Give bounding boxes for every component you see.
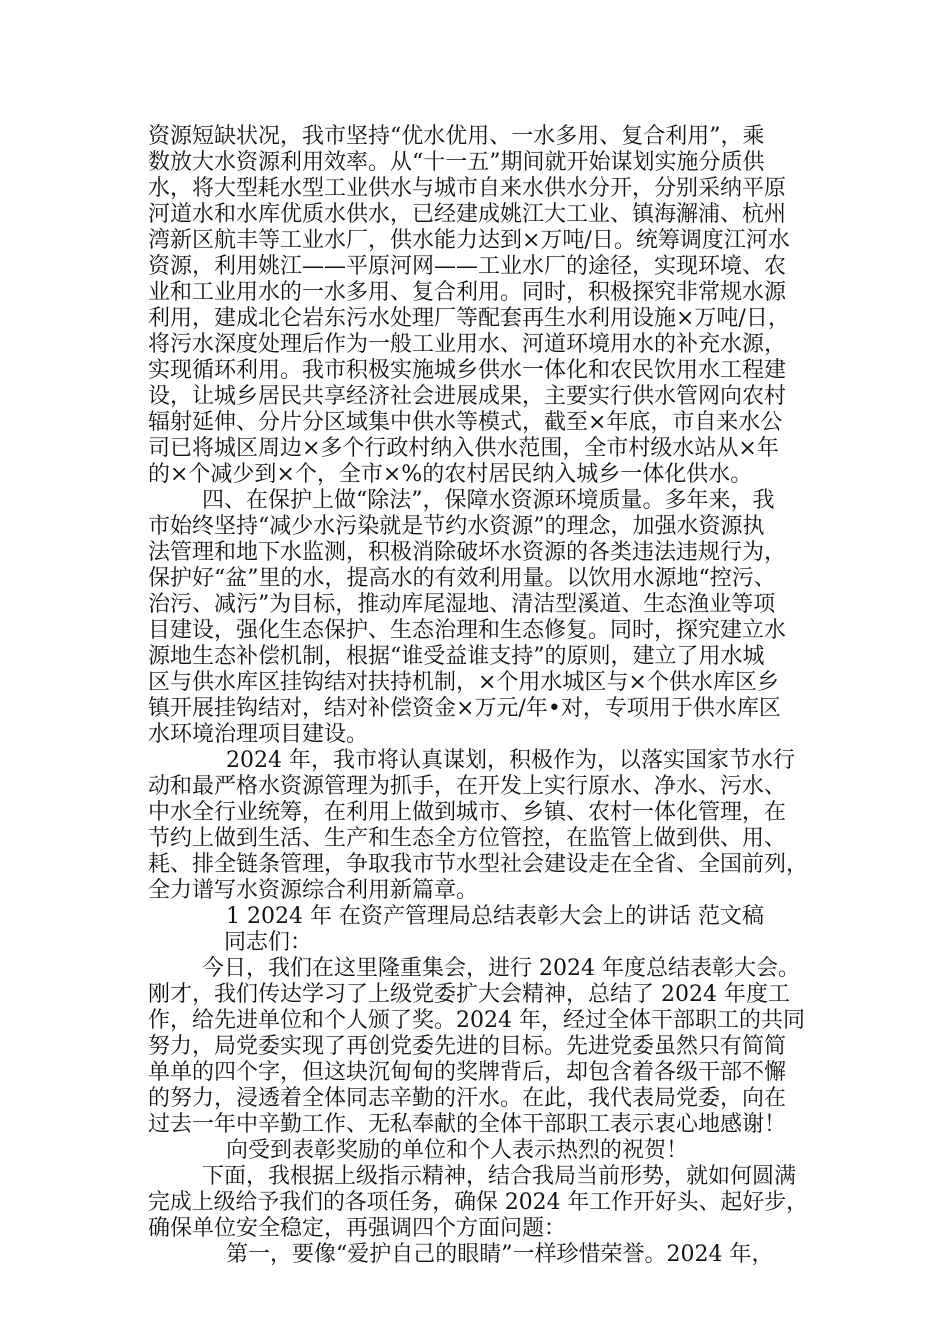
text-line: 作，给先进单位和个人颁了奖。2024 年，经过全体干部职工的共同 (148, 1008, 805, 1033)
text-line: 湾新区航丰等工业水厂，供水能力达到×万吨/日。统筹调度江河水 (148, 228, 790, 253)
text-line: 水，将大型耗水型工业供水与城市自来水供水分开，分别采纳平原 (148, 176, 787, 201)
text-line: 设，让城乡居民共享经济社会进展成果，主要实行供水管网向农村 (148, 384, 787, 409)
text-line: 司已将城区周边×多个行政村纳入供水范围，全市村级水站从×年 (148, 436, 779, 461)
text-line: 单单的四个字，但这块沉甸甸的奖牌背后，却包含着各级干部不懈 (148, 1060, 787, 1085)
text-line: 四、在保护上做“除法”，保障水资源环境质量。多年来，我 (202, 488, 775, 513)
text-line: 镇开展挂钩结对，结对补偿资金×万元/年•对，专项用于供水库区 (148, 696, 781, 721)
text-line: 耗、排全链条管理，争取我市节水型社会建设走在全省、全国前列， (148, 852, 809, 877)
text-line: 区与供水库区挂钩结对扶持机制，×个用水城区与×个供水库区乡 (148, 670, 779, 695)
text-line: 治污、减污”为目标，推动库尾湿地、清洁型溪道、生态渔业等项 (148, 592, 776, 617)
text-line: 过去一年中辛勤工作、无私奉献的全体干部职工表示衷心地感谢！ (148, 1112, 787, 1137)
text-line: 业和工业用水的一水多用、复合利用。同时，积极探究非常规水源 (148, 280, 787, 305)
text-line: 辐射延伸、分片分区域集中供水等模式，截至×年底，市自来水公 (148, 410, 783, 435)
text-line: 水环境治理项目建设。 (148, 722, 369, 747)
text-line: 向受到表彰奖励的单位和个人表示热烈的祝贺！ (226, 1138, 689, 1163)
text-line: 下面，我根据上级指示精神，结合我局当前形势，就如何圆满 (202, 1164, 797, 1189)
text-line: 法管理和地下水监测，积极消除破坏水资源的各类违法违规行为， (148, 540, 787, 565)
text-line: 实现循环利用。我市积极实施城乡供水一体化和农民饮用水工程建 (148, 358, 787, 383)
text-line: 确保单位安全稳定，再强调四个方面问题： (148, 1216, 567, 1241)
text-line: 今日，我们在这里隆重集会，进行 2024 年度总结表彰大会。 (202, 956, 800, 981)
text-line: 数放大水资源利用效率。从“十一五”期间就开始谋划实施分质供 (148, 150, 765, 175)
text-line: 动和最严格水资源管理为抓手，在开发上实行原水、净水、污水、 (148, 774, 787, 799)
text-line: 刚才，我们传达学习了上级党委扩大会精神，总结了 2024 年度工 (148, 982, 790, 1007)
text-line: 利用，建成北仑岩东污水处理厂等配套再生水利用设施×万吨/日， (148, 306, 790, 331)
text-line: 保护好“盆”里的水，提高水的有效利用量。以饮用水源地“控污、 (148, 566, 776, 591)
salutation: 同志们： (224, 930, 313, 955)
text-line: 完成上级给予我们的各项任务，确保 2024 年工作开好头、起好步， (148, 1190, 809, 1215)
text-line: 2024 年，我市将认真谋划，积极作为，以落实国家节水行 (226, 748, 795, 773)
text-line: 的努力，浸透着全体同志辛勤的汗水。在此，我代表局党委，向在 (148, 1086, 787, 1111)
text-line: 目建设，强化生态保护、生态治理和生态修复。同时，探究建立水 (148, 618, 787, 643)
text-line: 第一，要像“爱护自己的眼睛”一样珍惜荣誉。2024 年， (226, 1242, 774, 1267)
text-line: 将污水深度处理后作为一般工业用水、河道环境用水的补充水源， (148, 332, 787, 357)
text-line: 河道水和水库优质水供水，已经建成姚江大工业、镇海澥浦、杭州 (148, 202, 787, 227)
section-heading: 1 2024 年 在资产管理局总结表彰大会上的讲话 范文稿 (226, 904, 764, 929)
text-line: 资源短缺状况，我市坚持“优水优用、一水多用、复合利用”，乘 (148, 124, 765, 149)
text-line: 的×个减少到×个，全市×%的农村居民纳入城乡一体化供水。 (148, 462, 753, 487)
text-line: 源地生态补偿机制，根据“谁受益谁支持”的原则，建立了用水城 (148, 644, 765, 669)
text-line: 节约上做到生活、生产和生态全方位管控，在监管上做到供、用、 (148, 826, 787, 851)
text-line: 资源，利用姚江——平原河网——工业水厂的途径，实现环境、农 (148, 254, 787, 279)
text-line: 中水全行业统筹，在利用上做到城市、乡镇、农村一体化管理，在 (148, 800, 787, 825)
text-line: 努力，局党委实现了再创党委先进的目标。先进党委虽然只有简简 (148, 1034, 787, 1059)
text-line: 全力谱写水资源综合利用新篇章。 (148, 878, 479, 903)
text-line: 市始终坚持“减少水污染就是节约水资源”的理念，加强水资源执 (148, 514, 765, 539)
